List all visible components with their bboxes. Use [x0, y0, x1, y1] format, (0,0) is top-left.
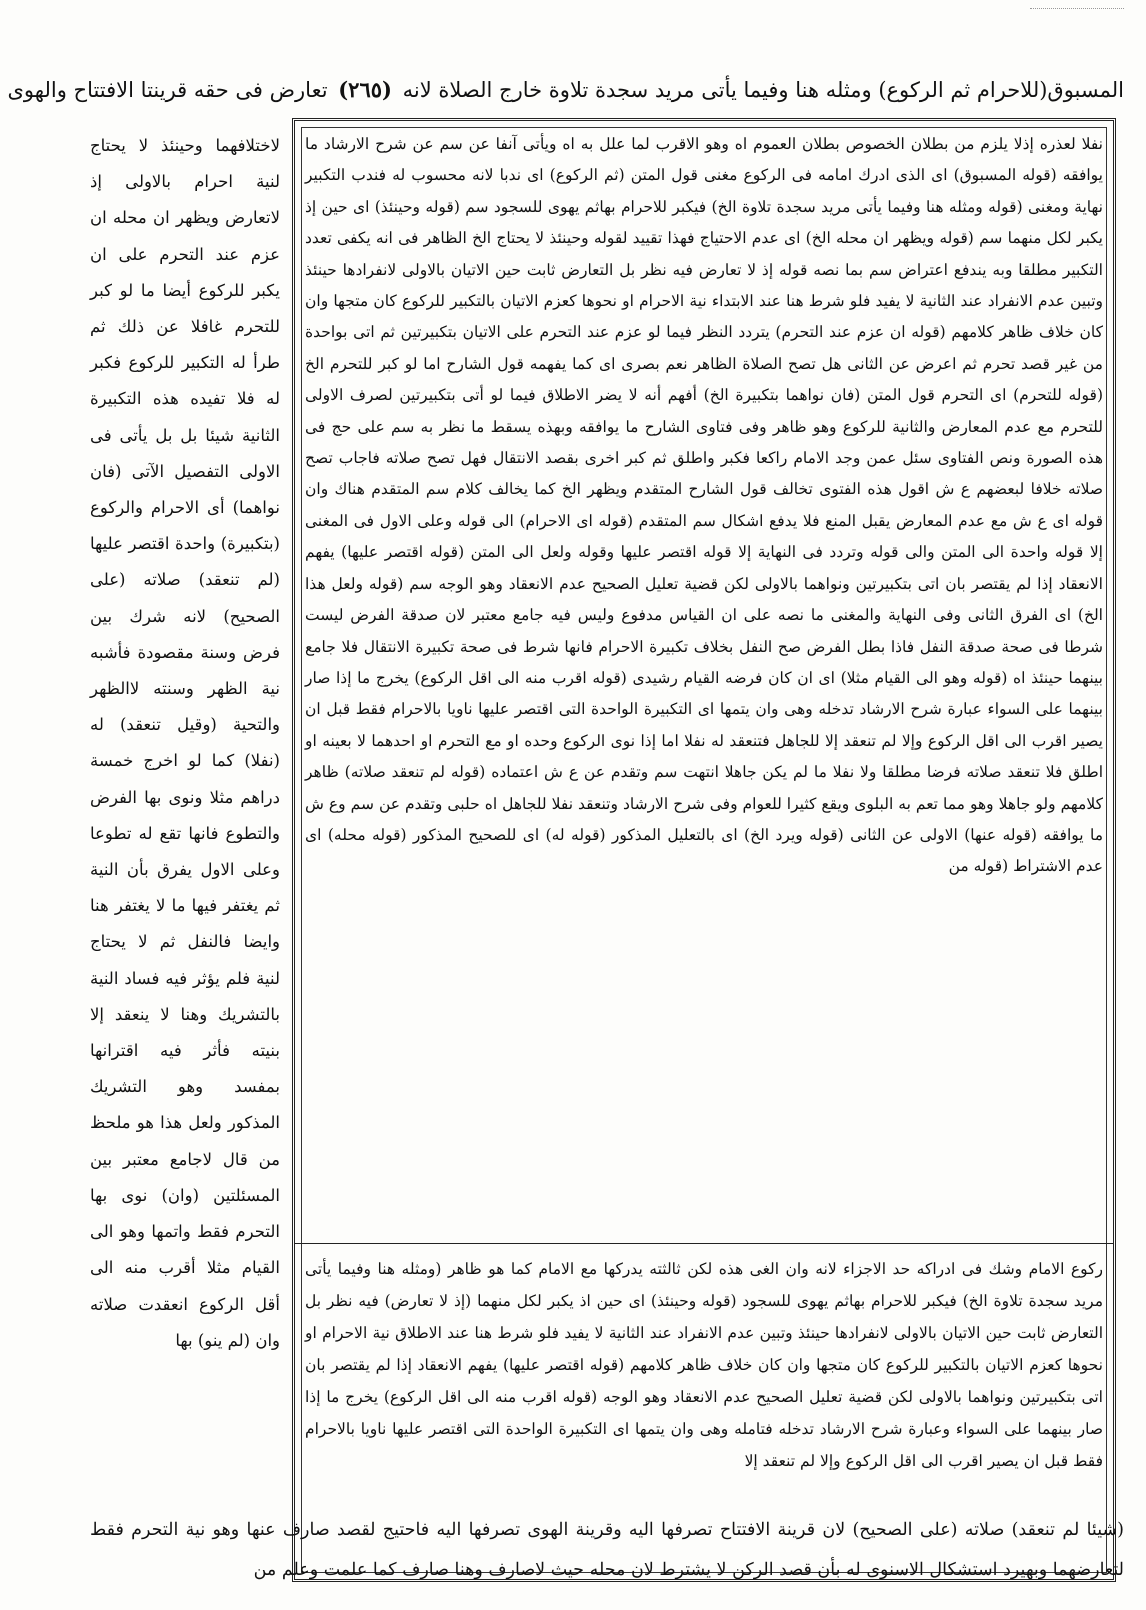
margin-text-column — [90, 128, 280, 1608]
commentary-bottom-paragraph: ركوع الامام وشك فى ادراكه حد الاجزاء لانه وان الغى هذه لكن ثالثته يدركها مع الامام كما هو ظاهر (ومثله هنا وفيما يأتى مريد سجدة تلاوة الخ) فيكبر للاحرام بهاثم يهوى للسجود (قوله وحينئذ) اى حين اذ يكبر لكل منهما (إذ لا تعارض) فيه نظر بل التعارض ثابت حين الاتيان بالاولى لانفرادها حينئذ وتبين عدم الانفراد عند الثانية لا يفيد فلو شرط هنا عند الاطلاق نية الاحرام او نحوها كعزم الاتيان بالتكبير للركوع كان متجها وان كان خلاف ظاهر كلامهم (قوله اقتصر عليها) يفهم الانعقاد إذا لم يقتصر بان اتى بتكبيرتين ونواهما بالاولى لكن قضية تعليل الصحيح عدم الانعقاد وهو الوجه (قوله اقرب منه الى اقل الركوع) يخرج ما إذا صار بينهما على السواء وعبارة شرح الارشاد تدخله فتامله وهى وان يتمها اى التكبيرة الواحدة التى اقتصر عليها ناويا بالاحرام فقط قبل ان يصير اقرب الى اقل الركوع وإلا لم تنعقد إلا — [305, 1260, 1103, 1470]
header-left-text: تعارض فى حقه قرينتا الافتتاح والهوى — [7, 78, 328, 102]
footer-main-text — [90, 1510, 1124, 1606]
top-dotted-rule — [1030, 8, 1124, 9]
header-right-text: المسبوق(للاحرام ثم الركوع) ومثله هنا وفيما يأتى مريد سجدة تلاوة خارج الصلاة لانه — [402, 78, 1124, 102]
page-number: (٢٦٥) — [338, 77, 392, 102]
commentary-top-paragraph: نفلا لعذره إذلا يلزم من بطلان الخصوص بطلان العموم اه وهو الاقرب لما علل به اه ويأتى آنفا عن سم عن شرح الارشاد ما يوافقه (قوله المسبوق) اى الذى ادرك امامه فى الركوع مغنى قول المتن (ثم الركوع) اى ندبا لانه محسوب له فندب التكبير نهاية ومغنى (قوله ومثله هنا وفيما يأتى مريد سجدة تلاوة الخ) فيكبر للاحرام بهاثم يهوى للسجود سم (قوله وحينئذ) اى حين إذ يكبر لكل منهما سم (قوله ويظهر ان محله الخ) اى عدم الاحتياج فهذا تقييد لقوله وحينئذ لا يحتاج الخ الظاهر فى انه يكفى تعدد التكبير مطلقا وبه يندفع اعتراض سم بما نصه قوله إذ لا تعارض فيه نظر بل التعارض ثابت حين الاتيان بالاولى لانفرادها حينئذ وتبين عدم الانفراد عند الثانية لا يفيد فلو شرط هنا عند الابتداء نية الاحرام او نحوها كعزم الاتيان بالتكبير للركوع كان متجها وان كان خلاف ظاهر كلامهم (قوله ان عزم عند التحرم) يتردد النظر فيما لو عزم عند التحرم على الاتيان بتكبيرتين ثم اتى بواحدة من غير قصد تحرم ثم اعرض عن الثانى هل تصح الصلاة الظاهر نعم بصرى اى كما يفهمه قول الشارح اما لو كبر للتحرم الخ (قوله للتحرم) اى التحرم قول المتن (فان نواهما بتكبيرة الخ) أفهم أنه لا يضر الاطلاق فيما لو أتى بتكبيرتين لصرف الاولى للتحرم مع عدم المعارض والثانية للركوع وهو ظاهر وفى فتاوى الشارح ما يوافقه وبهذه يسقط ما نظر به سم على حج فى هذه الصورة ونص الفتاوى سئل عمن وجد الامام راكعا فكبر واطلق ثم كبر اخرى بقصد الانتقال فهل تصح صلاته فاجاب تصح صلاته خلافا لبعضهم ع ش اقول هذه الفتوى تخالف قول الشارح المتقدم ويظهر الخ كما يخالف كلام سم المتقدم هناك وان قوله اى ع ش مع عدم المعارض يقبل المنع فلا يدفع اشكال سم المتقدم (قوله اى الاحرام) الى قوله وعلى الاول فى المغنى إلا قوله واحدة الى المتن والى قوله وتردد فى النهاية إلا قوله اقتصر عليها وقوله ولعل الى المتن (قوله اقتصر عليها) يفهم الانعقاد إذا لم يقتصر بان اتى بتكبيرتين ونواهما بالاولى لكن قضية تعليل الصحيح عدم الانعقاد وهو الوجه سم (قوله ولعل هذا الخ) اى الفرق الثانى وفى النهاية والمغنى ما نصه على ان القياس مدفوع وليس فيه جامع معتبر لان صدقة الفرض ليست شرطا فى صحة صدقة النفل فاذا بطل الفرض صح النفل بخلاف تكبيرة الاحرام فانها شرط فى صحة تكبيرة الانتقال فلا جامع بينهما حينئذ اه (قوله وهو الى القيام مثلا) اى ان كان فرضه القيام رشيدى (قوله اقرب منه الى اقل الركوع) يخرج ما إذا صار بينهما على السواء عبارة شرح الارشاد تدخله وهى وان يتمها اى التكبيرة الواحدة التى اقتصر عليها ناويا بالاحرام فقط قبل ان يصير اقرب الى اقل الركوع وإلا لم تنعقد إلا للجاهل فتنعقد له نفلا اما إذا نوى الركوع وحده او مع التحرم او احدهما لا بعينه او اطلق فلا تنعقد صلاته فرضا مطلقا ولا نفلا ما لم يكن جاهلا انتهت سم وتقدم عن ع ش اعتماده (قوله لم تنعقد صلاته) ظاهر كلامهم ولو جاهلا وهو مما تعم به البلوى ويقع كثيرا للعوام وفى شرح الارشاد وتنعقد نفلا للجاهل اه حلبى وتقدم عن سم وع ش ما يوافقه (قوله عنها) الاولى عن الثانى (قوله ويرد الخ) اى بالتعليل المذكور (قوله له) اى للصحيح المذكور (قوله محله) اى عدم الاشتراط (قوله من — [305, 135, 1103, 876]
commentary-top-block — [305, 129, 1103, 1237]
footer-paragraph: (شيئا لم تنعقد) صلاته (على الصحيح) لان قرينة الافتتاح تصرفها اليه وقرينة الهوى تصرفها اليه فاحتيج لقصد صارف عنها وهو نية التحرم فقط لتعارضهما وبهيرد استشكال الاسنوى له بأن قصد الركن لا يشترط لان محله حيث لاصارف وهنا صارف كما علمت وعلم من — [90, 1520, 1124, 1580]
running-header — [7, 66, 1124, 114]
commentary-divider — [295, 1243, 1113, 1244]
margin-paragraph: لاختلافهما وحينئذ لا يحتاج لنية احرام بالاولى إذ لاتعارض ويظهر ان محله ان عزم عند التحرم على ان يكبر للركوع أيضا ما لو كبر للتحرم غافلا عن ذلك ثم طرأ له التكبير للركوع فكبر له فلا تفيده هذه التكبيرة الثانية شيئا بل بل يأتى فى الاولى التفصيل الآتى (فان نواهما) أى الاحرام والركوع (بتكبيرة) واحدة اقتصر عليها (لم تنعقد) صلاته (على الصحيح) لانه شرك بين فرض وسنة مقصودة فأشبه نية الظهر وسنته لاالظهر والتحية (وقيل تنعقد) له (نفلا) كما لو اخرج خمسة دراهم مثلا ونوى بها الفرض والتطوع فانها تقع له تطوعا وعلى الاول يفرق بأن النية ثم يغتفر فيها ما لا يغتفر هنا وايضا فالنفل ثم لا يحتاج لنية فلم يؤثر فيه فساد النية بالتشريك وهنا لا ينعقد إلا بنيته فأثر فيه اقترانها بمفسد وهو التشريك المذكور ولعل هذا هو ملحظ من قال لاجامع معتبر بين المسئلتين (وان) نوى بها التحرم فقط واتمها وهو الى القيام مثلا أقرب منه الى أقل الركوع انعقدت صلاته وان (لم ينو) بها — [90, 136, 280, 1350]
commentary-frame — [292, 118, 1116, 1582]
